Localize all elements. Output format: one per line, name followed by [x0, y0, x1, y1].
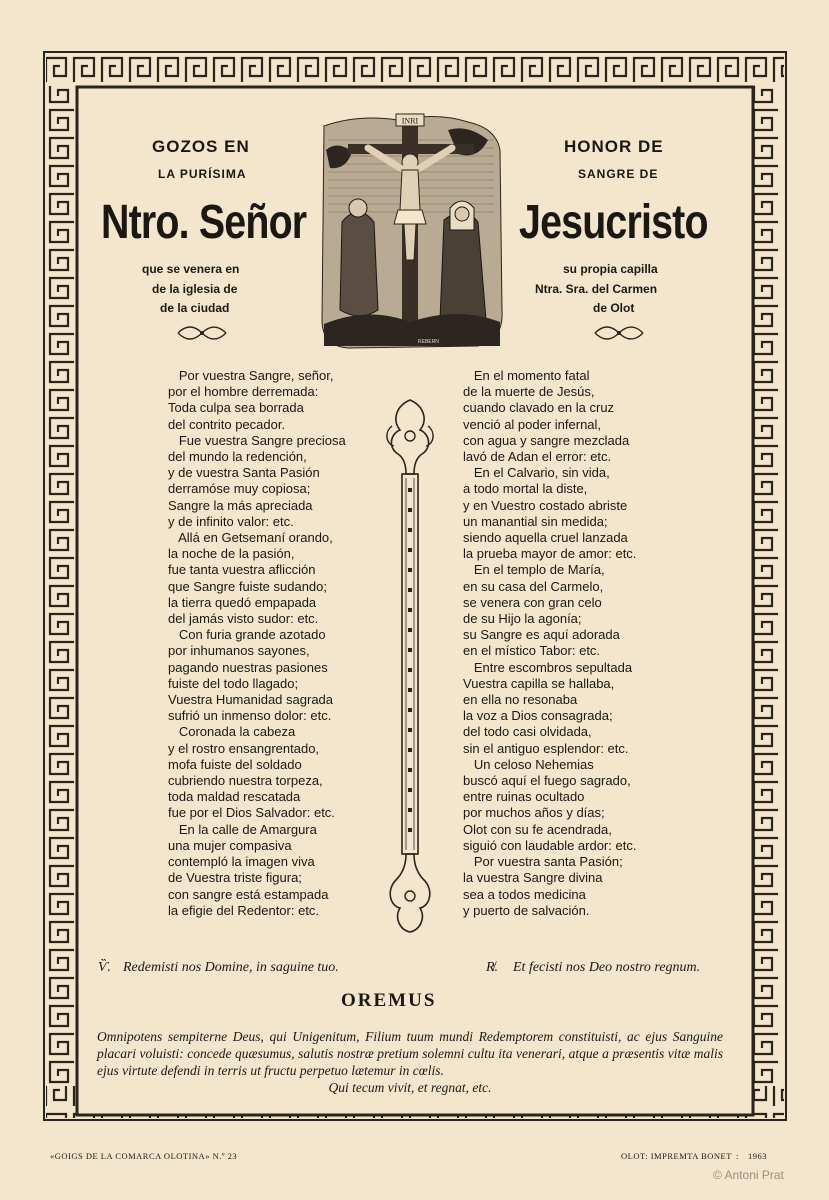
verse-line: En el Calvario, sin vida, [463, 465, 610, 481]
verse-line: por el hombre derremada: [168, 384, 319, 400]
subtitle-right-3: de Olot [593, 301, 635, 315]
verse-line: Toda culpa sea borrada [168, 400, 304, 416]
copyright-watermark: © Antoni Prat [713, 1168, 784, 1182]
verse-line: siguió con laudable ardor: etc. [463, 837, 637, 853]
verse-line: la tierra quedó empapada [168, 594, 317, 610]
footer-printer: OLOT: IMPREMTA BONET [621, 1151, 732, 1161]
fleuron-left-icon [176, 324, 228, 342]
subtitle-right-2: Ntra. Sra. del Carmen [535, 282, 658, 296]
verse-line: venció al poder infernal, [463, 416, 602, 432]
verse-line: con sangre está estampada [168, 886, 329, 902]
verse-line: buscó aquí el fuego sagrado, [463, 773, 631, 789]
verse-line: que Sangre fuiste sudando; [168, 578, 328, 594]
verse-line: fuiste del todo llagado; [168, 675, 299, 691]
verse-line: siendo aquella cruel lanzada [463, 530, 628, 546]
oremus-body-text: Omnipotens sempiterne Deus, qui Unigenitum, Filium tuum mundi Redemptorem constituisti, ac ejus Sanguine placari voluisti: concede quæsumus, salutis nostræ pretium solemni cultu ita venerari, atque a præsentis vitæ malis ejus virtute defendi in terris ut fructu perpetuo lætemur in cœlis. [97, 1029, 723, 1078]
verse-line: y en Vuestro costado abriste [463, 497, 628, 513]
verse-line: del jamás visto sudor: etc. [168, 611, 319, 627]
verse-line: con agua y sangre mezclada [463, 432, 630, 448]
verse-line: En el momento fatal [463, 368, 590, 383]
verse-line: sin el antiguo esplendor: etc. [463, 740, 629, 756]
verse-line: del contrito pecador. [168, 416, 286, 432]
verse-line: fue por el Dios Salvador: etc. [168, 805, 335, 821]
verse-line: Con furia grande azotado [168, 627, 326, 643]
footer-year: 1963 [748, 1151, 767, 1161]
verse-line: Por vuestra Sangre, señor, [168, 368, 334, 383]
title-right-line1: HONOR DE [564, 137, 664, 156]
verse-line: Olot con su fe acendrada, [463, 821, 612, 837]
verse-line: toda maldad rescatada [168, 789, 301, 805]
verse-line: mofa fuiste del soldado [168, 756, 302, 772]
verses-right [463, 368, 636, 919]
footer-collection: «GOIGS DE LA COMARCA OLOTINA» N.º 23 [50, 1151, 238, 1161]
verse-line: contempló la imagen viva [168, 854, 315, 870]
verse-line: Entre escombros sepultada [463, 659, 633, 675]
verse-line: En el templo de María, [463, 562, 605, 578]
title-left-line2: LA PURÍSIMA [158, 167, 247, 181]
oremus-closing: Qui tecum vivit, et regnat, etc. [328, 1080, 492, 1095]
verse-line: un manantial sin medida; [463, 513, 608, 529]
crucifixion-engraving [318, 110, 504, 354]
subtitle-left-3: de la ciudad [160, 301, 230, 315]
inri-plaque: INRI [401, 116, 419, 126]
verse-line: la prueba mayor de amor: etc. [463, 546, 637, 562]
versicle-text: Redemisti nos Domine, in saguine tuo. [123, 960, 339, 975]
response-symbol: R̸. [486, 960, 499, 975]
verse-line: y puerto de salvación. [463, 902, 590, 918]
verses-left [168, 368, 346, 919]
verse-line: Por vuestra santa Pasión; [463, 854, 623, 870]
verse-line: la noche de la pasión, [168, 546, 295, 562]
subtitle-right-1: su propia capilla [563, 262, 658, 276]
verse-line: y de vuestra Santa Pasión [168, 465, 320, 481]
verse-line: en su casa del Carmelo, [463, 578, 604, 594]
verse-line: la voz a Dios consagrada; [463, 708, 613, 724]
verse-line: y el rostro ensangrentado, [168, 740, 320, 756]
verse-line: del todo casi olvidada, [463, 724, 592, 740]
verse-line: y de infinito valor: etc. [168, 513, 294, 529]
engraver-signature: REBERN [418, 339, 439, 345]
verse-line: se venera con gran celo [463, 594, 602, 610]
verse-line: entre ruinas ocultado [463, 789, 585, 805]
verse-line: En la calle de Amargura [168, 821, 317, 837]
ornamental-column [382, 396, 438, 936]
verse-line: pagando nuestras pasiones [168, 659, 328, 675]
verse-line: una mujer compasiva [168, 837, 292, 853]
verse-line: a todo mortal la diste, [463, 481, 588, 497]
verse-line: cubriendo nuestra torpeza, [168, 773, 323, 789]
verse-line: Vuestra Humanidad sagrada [168, 692, 334, 708]
verse-line: de Vuestra triste figura; [168, 870, 302, 886]
verse-line: sufrió un inmenso dolor: etc. [168, 708, 332, 724]
verse-line: sea a todos medicina [463, 886, 586, 902]
subtitle-left-2: de la iglesia de [152, 282, 238, 296]
fleuron-right-icon [593, 324, 645, 342]
footer-separator: : [736, 1151, 739, 1161]
verse-line: derramóse muy copiosa; [168, 481, 311, 497]
title-big-right: Jesucristo [519, 196, 708, 249]
verse-line: Vuestra capilla se hallaba, [463, 675, 615, 691]
oremus-prayer [97, 1028, 723, 1096]
title-left-line1: GOZOS EN [152, 137, 250, 156]
verse-line: Coronada la cabeza [168, 724, 296, 740]
verse-line: la vuestra Sangre divina [463, 870, 603, 886]
subtitle-left-1: que se venera en [142, 262, 240, 276]
verse-line: la efigie del Redentor: etc. [168, 902, 320, 918]
verse-line: Allá en Getsemaní orando, [168, 530, 333, 546]
title-big-left: Ntro. Señor [101, 196, 307, 249]
verse-line: Sangre la más apreciada [168, 497, 313, 513]
oremus-title: OREMUS [341, 990, 437, 1011]
verse-line: fue tanta vuestra aflicción [168, 562, 316, 578]
verse-line: en el místico Tabor: etc. [463, 643, 601, 659]
verse-line: lavó de Adan el error: etc. [463, 449, 612, 465]
verse-line: de su Hijo la agonía; [463, 611, 582, 627]
verse-line: por muchos años y días; [463, 805, 605, 821]
verse-line: su Sangre es aquí adorada [463, 627, 620, 643]
verse-line: del mundo la redención, [168, 449, 307, 465]
verse-line: en ella no resonaba [463, 692, 578, 708]
verse-line: cuando clavado en la cruz [463, 400, 615, 416]
verse-line: Un celoso Nehemias [463, 756, 594, 772]
title-right-line2: SANGRE DE [578, 167, 659, 181]
verse-line: por inhumanos sayones, [168, 643, 310, 659]
verse-line: de la muerte de Jesús, [463, 384, 595, 400]
verse-line: Fue vuestra Sangre preciosa [168, 432, 346, 448]
versicle-symbol: Ѷ. [98, 960, 111, 975]
response-text: Et fecisti nos Deo nostro regnum. [513, 960, 701, 975]
